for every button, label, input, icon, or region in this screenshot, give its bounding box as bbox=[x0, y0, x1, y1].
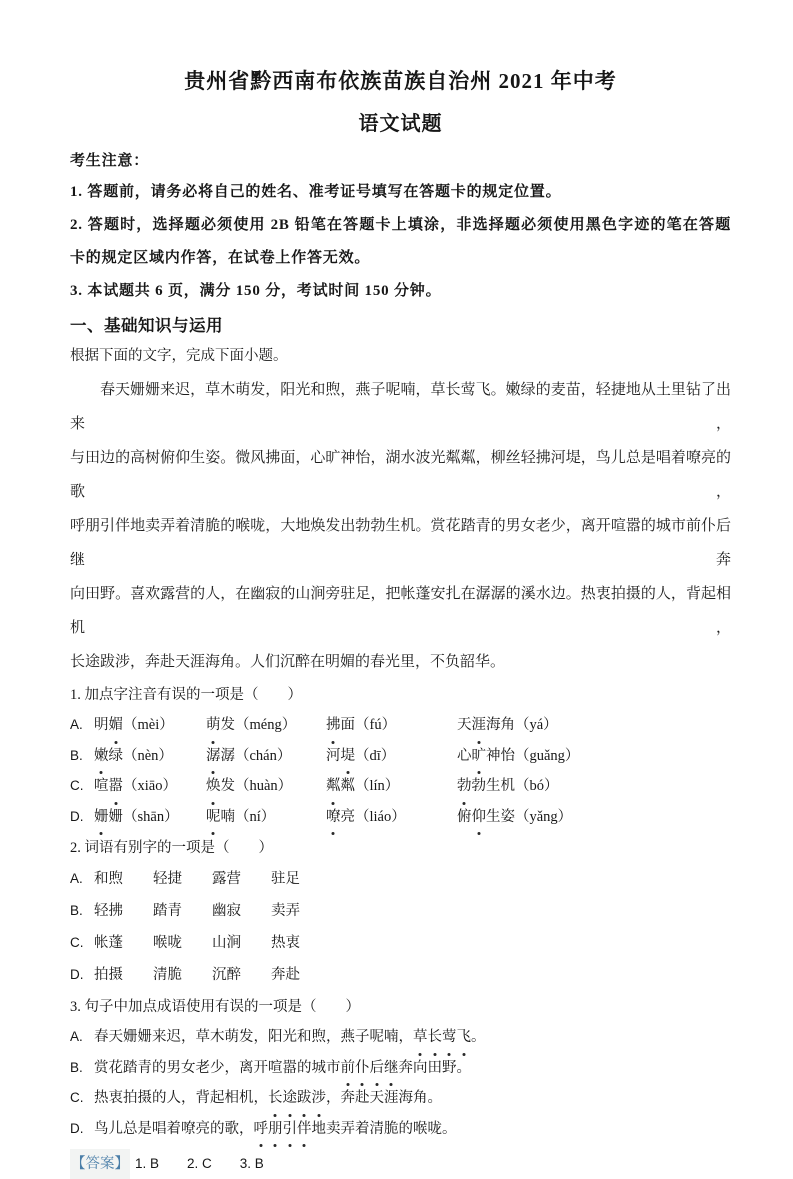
option-label: D. bbox=[70, 1120, 84, 1136]
option-label: C. bbox=[70, 778, 84, 793]
option-label: D. bbox=[70, 808, 84, 824]
option-sentence: 鸟儿总是唱着嘹亮的歌，呼朋引伴地卖弄着清脆的喉咙。 bbox=[94, 1114, 731, 1145]
question-1-option-b bbox=[70, 741, 731, 772]
question-2-option-c bbox=[70, 927, 731, 959]
pinyin-word: 天涯海角（yá） bbox=[457, 710, 731, 741]
question-3-option-b bbox=[70, 1053, 731, 1084]
question-3-stem: 3. 句子中加点成语使用有误的一项是（ ） bbox=[70, 999, 360, 1015]
section-intro: 根据下面的文字，完成下面小题。 bbox=[70, 348, 288, 364]
answer-item-1: 1. B bbox=[135, 1156, 160, 1171]
option-word: 踏青 bbox=[153, 903, 182, 919]
pinyin-word: 焕发（huàn） bbox=[206, 771, 326, 802]
passage-line: 向田野。喜欢露营的人，在幽寂的山涧旁驻足，把帐蓬安扎在潺潺的溪水边。热衷拍摄的人，背起相机， bbox=[70, 586, 731, 636]
passage-line: 春天姗姗来迟，草木萌发，阳光和煦，燕子呢喃，草长莺飞。嫩绿的麦苗，轻捷地从土里钻了出来， bbox=[70, 382, 731, 432]
answer-label: 【答案】 bbox=[70, 1149, 130, 1179]
option-word: 轻拂 bbox=[94, 903, 123, 919]
question-1-option-c bbox=[70, 771, 731, 802]
pinyin-word: 嫩绿（nèn） bbox=[94, 741, 206, 772]
option-word: 拍摄 bbox=[94, 967, 123, 983]
pinyin-word: 勃勃生机（bó） bbox=[457, 771, 731, 802]
candidate-notice bbox=[70, 147, 731, 308]
question-3-option-d bbox=[70, 1114, 731, 1145]
passage-line: 呼朋引伴地卖弄着清脆的喉咙，大地焕发出勃勃生机。赏花踏青的男女老少，离开喧嚣的城市前仆后继奔 bbox=[70, 518, 731, 568]
question-1 bbox=[70, 680, 731, 832]
pinyin-word: 拂面（fú） bbox=[326, 710, 457, 741]
reading-passage bbox=[70, 373, 731, 679]
option-word: 轻捷 bbox=[153, 871, 182, 887]
option-word: 帐蓬 bbox=[94, 935, 123, 951]
question-2-stem: 2. 词语有别字的一项是（ ） bbox=[70, 840, 273, 856]
option-word: 沉醉 bbox=[212, 967, 241, 983]
paper-title-line1: 贵州省黔西南布依族苗族自治州 2021 年中考 bbox=[184, 69, 617, 93]
option-word: 卖弄 bbox=[271, 903, 300, 919]
option-label: C. bbox=[70, 935, 84, 950]
option-word: 喉咙 bbox=[153, 935, 182, 951]
option-label: B. bbox=[70, 903, 83, 918]
answer-item-3: 3. B bbox=[239, 1156, 264, 1171]
section-heading: 一、基础知识与运用 bbox=[70, 316, 223, 335]
pinyin-word: 明媚（mèi） bbox=[94, 710, 206, 741]
option-label: A. bbox=[70, 871, 83, 886]
option-word: 露营 bbox=[212, 871, 241, 887]
pinyin-word: 姗姗（shān） bbox=[94, 802, 206, 833]
passage-line: 长途跋涉，奔赴天涯海角。人们沉醉在明媚的春光里，不负韶华。 bbox=[70, 654, 506, 670]
option-sentence: 春天姗姗来迟，草木萌发，阳光和煦，燕子呢喃，草长莺飞。 bbox=[94, 1022, 731, 1053]
option-word: 奔赴 bbox=[271, 967, 300, 983]
notice-item-1: 1. 答题前，请务必将自己的姓名、准考证号填写在答题卡的规定位置。 bbox=[70, 184, 562, 200]
pinyin-word: 嘹亮（liáo） bbox=[326, 802, 457, 833]
question-3-option-c bbox=[70, 1083, 731, 1114]
question-2-option-a bbox=[70, 863, 731, 895]
option-label: C. bbox=[70, 1090, 84, 1105]
question-2 bbox=[70, 833, 731, 991]
option-word: 热衷 bbox=[271, 935, 300, 951]
option-word: 清脆 bbox=[153, 967, 182, 983]
pinyin-word: 粼粼（lín） bbox=[326, 771, 457, 802]
pinyin-word: 心旷神怡（guǎng） bbox=[457, 741, 731, 772]
pinyin-word: 潺潺（chán） bbox=[206, 741, 326, 772]
notice-heading: 考生注意： bbox=[70, 153, 150, 169]
option-word: 驻足 bbox=[271, 871, 300, 887]
question-2-option-d bbox=[70, 959, 731, 991]
question-3 bbox=[70, 992, 731, 1144]
option-label: A. bbox=[70, 1029, 83, 1044]
option-word: 幽寂 bbox=[212, 903, 241, 919]
option-word: 山涧 bbox=[212, 935, 241, 951]
pinyin-word: 喧嚣（xiāo） bbox=[94, 771, 206, 802]
question-1-option-a bbox=[70, 710, 731, 741]
option-label: B. bbox=[70, 1059, 83, 1075]
question-3-option-a bbox=[70, 1022, 731, 1053]
option-word: 和煦 bbox=[94, 871, 123, 887]
option-sentence: 赏花踏青的男女老少，离开喧嚣的城市前仆后继奔向田野。 bbox=[94, 1053, 731, 1084]
answer-item-2: 2. C bbox=[187, 1156, 212, 1171]
notice-item-3: 3. 本试题共 6 页，满分 150 分，考试时间 150 分钟。 bbox=[70, 283, 442, 299]
notice-item-2-line1: 2. 答题时，选择题必须使用 2B 铅笔在答题卡上填涂，非选择题必须使用黑色字迹的笔在答题 bbox=[70, 217, 731, 233]
question-2-option-b bbox=[70, 895, 731, 927]
notice-item-2-line2: 卡的规定区域内作答，在试卷上作答无效。 bbox=[70, 250, 371, 266]
pinyin-word: 呢喃（ní） bbox=[206, 802, 326, 833]
paper-title-line2: 语文试题 bbox=[358, 113, 443, 135]
option-label: B. bbox=[70, 747, 83, 763]
option-sentence: 热衷拍摄的人，背起相机，长途跋涉，奔赴天涯海角。 bbox=[94, 1083, 731, 1114]
pinyin-word: 河堤（dī） bbox=[326, 741, 457, 772]
pinyin-word: 俯仰生姿（yǎng） bbox=[457, 802, 731, 833]
passage-line: 与田边的高树俯仰生姿。微风拂面，心旷神怡，湖水波光粼粼，柳丝轻拂河堤，鸟儿总是唱着嘹亮的歌， bbox=[70, 450, 731, 500]
pinyin-word: 萌发（méng） bbox=[206, 710, 326, 741]
option-label: D. bbox=[70, 967, 84, 982]
option-label: A. bbox=[70, 717, 83, 732]
question-1-option-d bbox=[70, 802, 731, 833]
answer-line bbox=[70, 1149, 731, 1179]
question-1-stem: 1. 加点字注音有误的一项是（ ） bbox=[70, 687, 302, 703]
